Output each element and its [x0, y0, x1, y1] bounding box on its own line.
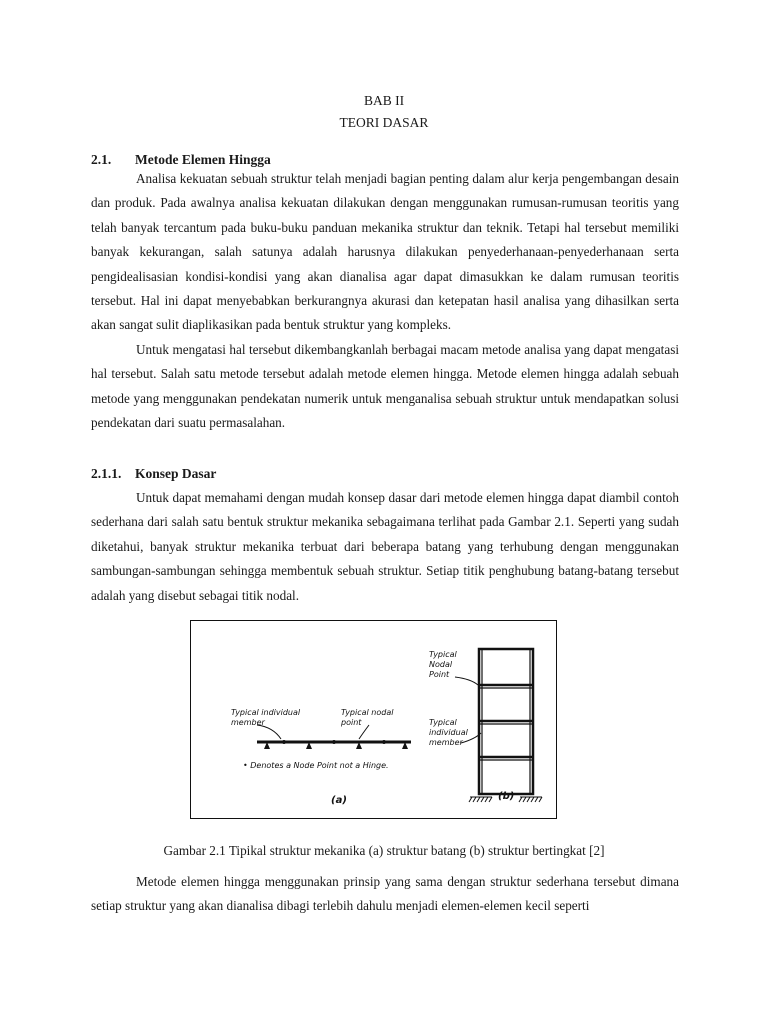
paragraph-2: Untuk mengatasi hal tersebut dikembangkanlah berbagai macam metode analisa yang dapat mengatasi hal tersebut. Salah satu metode tersebut adalah metode elemen hingga. Metode elemen hingga adalah sebuah metode yang menggunakan pendekatan numerik untuk menganalisa sebuah struktur untuk mendapatkan solusi pendekatan dari suatu permasalahan. — [91, 342, 679, 431]
label-member-b-line3: member — [429, 738, 463, 747]
label-member-b-line1: Typical — [429, 718, 457, 727]
node-point — [332, 740, 336, 744]
chapter-number: BAB II — [363, 93, 405, 108]
label-nodal-line2: point — [341, 718, 362, 727]
label-member-line1: Typical individual — [231, 708, 301, 717]
node-point — [382, 740, 386, 744]
label-nodal-b-line1: Typical — [429, 650, 457, 659]
paragraph-4: Metode elemen hingga menggunakan prinsip yang sama dengan struktur sederhana tersebut dimana setiap struktur yang akan dianalisa dibagi terlebih dahulu menjadi elemen-elemen kecil seperti — [91, 874, 679, 914]
panel-a-label: (a) — [331, 795, 347, 806]
panel-b-label: (b) — [498, 791, 515, 802]
leader-line — [257, 725, 281, 739]
section-heading-2-1-1 — [91, 466, 216, 482]
leader-line — [455, 677, 478, 685]
ground-hatch-right — [519, 797, 542, 802]
section-heading-2-1 — [91, 152, 271, 168]
section-number: 2.1. — [91, 152, 112, 167]
section-title: Konsep Dasar — [135, 466, 217, 481]
label-nodal-b-line3: Point — [429, 670, 450, 679]
figure-drawing — [191, 621, 558, 820]
figure-note: • Denotes a Node Point not a Hinge. — [243, 761, 389, 770]
section-number: 2.1.1. — [91, 466, 122, 481]
ground-hatch-left — [469, 797, 492, 802]
paragraph-3: Untuk dapat memahami dengan mudah konsep dasar dari metode elemen hingga dapat diambil contoh sederhana dari salah satu bentuk struktur mekanika sebagaimana terlihat pada Gambar 2.1. Seperti yang sudah diketahui, banyak struktur mekanika terbuat dari beberapa batang yang terhubung dengan menggunakan sambungan-sambungan sehingga membentuk sebuah struktur. Setiap titik penghubung batang-batang tersebut adalah yang disebut sebagai titik nodal. — [91, 490, 679, 603]
figure-caption: Gambar 2.1 Tipikal struktur mekanika (a) struktur batang (b) struktur bertingkat [2] — [163, 843, 605, 858]
label-nodal-b-line2: Nodal — [429, 660, 453, 669]
label-nodal-line1: Typical nodal — [341, 708, 394, 717]
leader-line — [359, 725, 369, 739]
chapter-title: TEORI DASAR — [339, 115, 429, 130]
label-member-b-line2: individual — [429, 728, 468, 737]
section-title: Metode Elemen Hingga — [135, 152, 271, 167]
label-member-line2: member — [231, 718, 265, 727]
paragraph-1: Analisa kekuatan sebuah struktur telah menjadi bagian penting dalam alur kerja pengembangan desain dan produk. Pada awalnya analisa kekuatan dilakukan dengan menggunakan rumusan-rumusan teoritis yang telah banyak tercantum pada buku-buku panduan mekanika struktur dan teknik. Tetapi hal tersebut memiliki banyak kekurangan, salah satunya adalah harusnya dilakukan penyederhanaan-penyederhanaan serta pengidealisasian kondisi-kondisi yang akan dianalisa agar dapat dimasukkan ke dalam rumusan teoritis tersebut. Hal ini dapat menyebabkan berkurangnya akurasi dan ketepatan hasil analisa yang dihasilkan serta akan sangat sulit diaplikasikan pada bentuk struktur yang kompleks. — [91, 171, 679, 333]
figure-2-1 — [190, 620, 557, 819]
node-point — [282, 740, 286, 744]
